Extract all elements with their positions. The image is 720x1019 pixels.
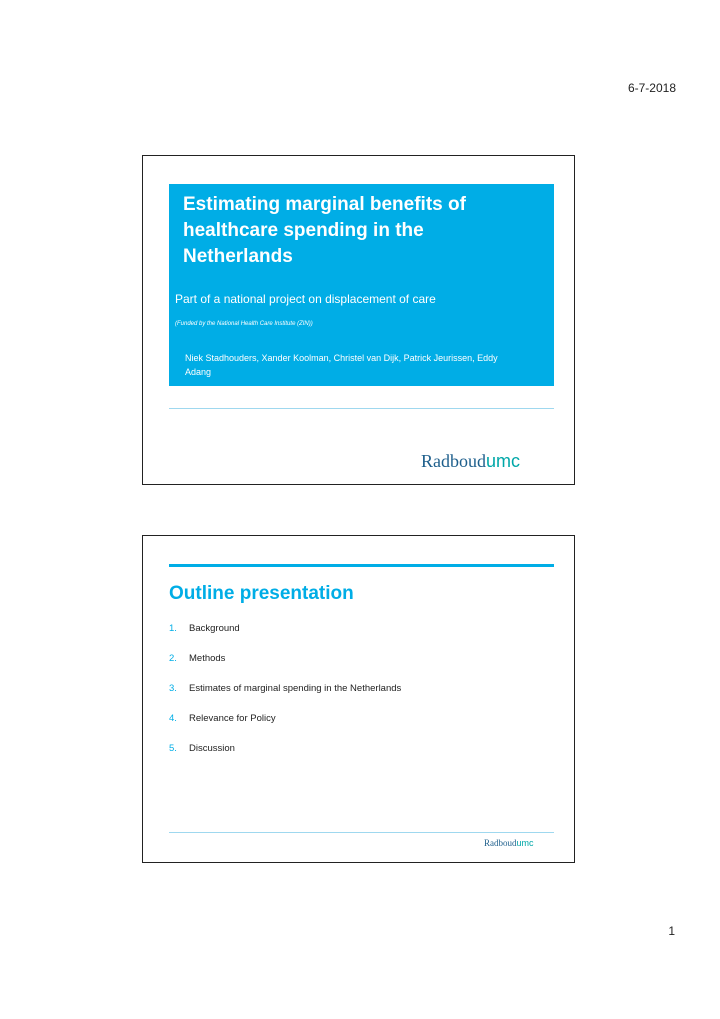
- title-rule: [169, 564, 554, 567]
- slide-divider: [169, 832, 554, 833]
- outline-number: 5.: [169, 743, 177, 754]
- radboudumc-logo: [421, 451, 520, 472]
- outline-slide: [142, 535, 575, 863]
- logo-text-main: Radboud: [484, 838, 517, 848]
- outline-number: 4.: [169, 713, 177, 724]
- page-number: 1: [668, 924, 675, 938]
- logo-text-main: Radboud: [421, 451, 486, 471]
- outline-number: 1.: [169, 623, 177, 634]
- outline-label: Discussion: [189, 743, 235, 754]
- outline-label: Background: [189, 623, 240, 634]
- outline-item: [169, 653, 401, 683]
- outline-number: 3.: [169, 683, 177, 694]
- outline-item: [169, 713, 401, 743]
- author-list: Niek Stadhouders, Xander Koolman, Christel van Dijk, Patrick Jeurissen, Eddy Adang: [185, 353, 498, 377]
- title-banner: [169, 184, 554, 386]
- title-slide: [142, 155, 575, 485]
- outline-number: 2.: [169, 653, 177, 664]
- outline-list: [169, 623, 401, 773]
- outline-item: [169, 623, 401, 653]
- logo-text-accent: umc: [516, 838, 534, 848]
- slide-divider: [169, 408, 554, 409]
- logo-text-accent: umc: [486, 451, 521, 471]
- outline-label: Methods: [189, 653, 226, 664]
- presentation-title: Estimating marginal benefits of healthcare spending in the Netherlands: [183, 194, 466, 267]
- outline-title: Outline presentation: [169, 583, 354, 604]
- outline-label: Relevance for Policy: [189, 713, 276, 724]
- outline-item: [169, 743, 401, 773]
- radboudumc-logo: [484, 838, 534, 848]
- outline-item: [169, 683, 401, 713]
- presentation-subtitle: Part of a national project on displacement of care: [175, 292, 436, 306]
- page-date: 6-7-2018: [627, 81, 676, 95]
- funding-note: (Funded by the National Health Care Institute (ZIN)): [175, 321, 313, 327]
- outline-label: Estimates of marginal spending in the Netherlands: [189, 683, 402, 694]
